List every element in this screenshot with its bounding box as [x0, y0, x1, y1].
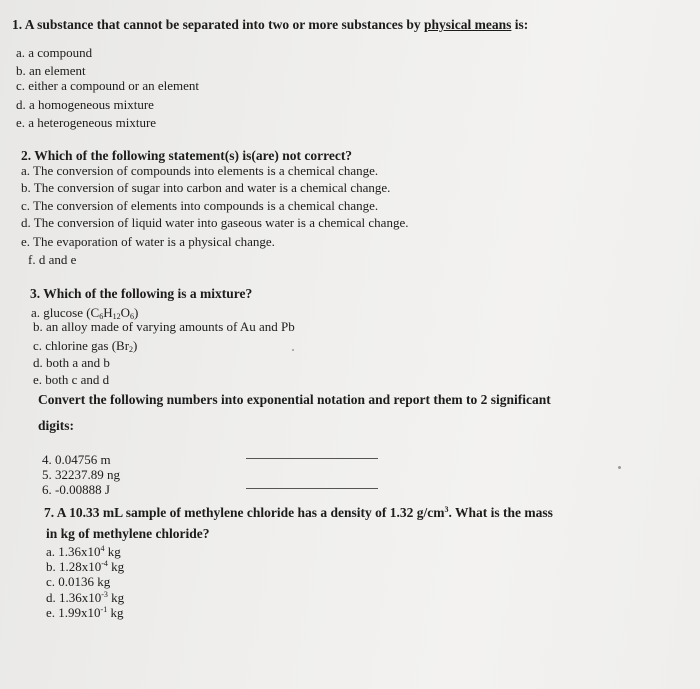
paper-speck — [292, 349, 294, 351]
q7-option-b-base: b. 1.28x10 — [46, 559, 102, 574]
q1-option-b: b. an element — [16, 63, 86, 78]
answer-blank-4[interactable] — [246, 458, 378, 459]
q1-option-a: a. a compound — [16, 45, 93, 60]
q7-option-e-unit: kg — [107, 605, 124, 620]
q7-option-b-exp: -4 — [101, 559, 108, 568]
answer-blank-6[interactable] — [246, 488, 378, 489]
q7-prompt-text: 7. A 10.33 mL sample of methylene chloride has a density of 1.32 g/cm — [44, 505, 445, 520]
q7-option-a-unit: kg — [104, 544, 121, 559]
q3-option-a-sub2: 12 — [112, 312, 121, 321]
q2-option-a: a. The conversion of compounds into elements is a chemical change. — [21, 163, 379, 178]
paper-speck — [618, 466, 621, 469]
q1-prompt-end: is: — [511, 17, 529, 32]
q7-option-a-exp: 4 — [100, 544, 105, 553]
q1-underlined-text: physical means — [424, 17, 512, 32]
convert-item-4: 4. 0.04756 m — [42, 452, 111, 467]
q2-prompt: 2. Which of the following statement(s) is(are) not correct? — [21, 148, 353, 163]
q1-prompt-text: 1. A substance that cannot be separated into two or more substances by — [12, 17, 425, 32]
q7-option-c-base: c. 0.0136 kg — [46, 574, 111, 589]
q1-option-d: d. a homogeneous mixture — [16, 97, 154, 112]
convert-item-5: 5. 32237.89 ng — [42, 467, 120, 482]
q2-option-b: b. The conversion of sugar into carbon and water is a chemical change. — [21, 180, 391, 195]
q3-option-a-suffix: ) — [134, 305, 139, 320]
q2-option-d: d. The conversion of liquid water into gaseous water is a chemical change. — [21, 215, 409, 230]
q7-option-e-base: e. 1.99x10 — [46, 605, 101, 620]
q2-option-f: f. d and e — [28, 252, 77, 267]
q7-option-d-unit: kg — [107, 590, 125, 605]
q7-option-d-exp: -3 — [101, 590, 108, 599]
q7-prompt-sup: 3 — [444, 505, 449, 514]
q3-option-a-o: O — [120, 305, 131, 320]
q7-option-d-base: d. 1.36x10 — [46, 590, 102, 605]
q3-option-c-prefix: c. chlorine gas (Br — [33, 338, 130, 353]
q3-option-b: b. an alloy made of varying amounts of Au and Pb — [33, 319, 295, 334]
q1-prompt — [12, 17, 528, 33]
convert-instructions-line2: digits: — [38, 418, 75, 433]
q1-option-c: c. either a compound or an element — [16, 78, 200, 93]
q3-option-c-sub: 2 — [129, 345, 134, 354]
q2-option-c: c. The conversion of elements into compounds is a chemical change. — [21, 198, 379, 213]
q7-option-d — [46, 590, 124, 606]
q7-prompt-line1 — [44, 505, 553, 521]
q7-option-b-unit: kg — [107, 559, 125, 574]
convert-item-6: 6. -0.00888 J — [42, 482, 110, 497]
q7-option-b — [46, 559, 124, 575]
q3-option-c-suffix: ) — [133, 338, 138, 353]
q7-prompt-line2: in kg of methylene chloride? — [46, 526, 210, 541]
q7-option-a-base: a. 1.36x10 — [46, 544, 101, 559]
q7-option-e-exp: -1 — [100, 605, 108, 614]
convert-instructions-line1: Convert the following numbers into exponential notation and report them to 2 significant — [38, 392, 551, 407]
q7-option-c — [46, 574, 110, 590]
q3-option-d: d. both a and b — [33, 355, 110, 370]
q3-option-e: e. both c and d — [33, 372, 110, 387]
q3-option-a-sub1: 6 — [99, 312, 104, 321]
q1-option-e: e. a heterogeneous mixture — [16, 115, 157, 130]
q3-prompt: 3. Which of the following is a mixture? — [30, 286, 253, 301]
q7-option-a — [46, 544, 121, 560]
q3-option-a-sub3: 6 — [130, 312, 135, 321]
q3-option-a-prefix: a. glucose (C — [31, 305, 100, 320]
q3-option-a-h: H — [103, 305, 113, 320]
q7-option-e — [46, 605, 123, 621]
q7-prompt-end: . What is the mass — [448, 505, 553, 520]
q3-option-c — [33, 338, 137, 354]
q2-option-e: e. The evaporation of water is a physical change. — [21, 234, 275, 249]
